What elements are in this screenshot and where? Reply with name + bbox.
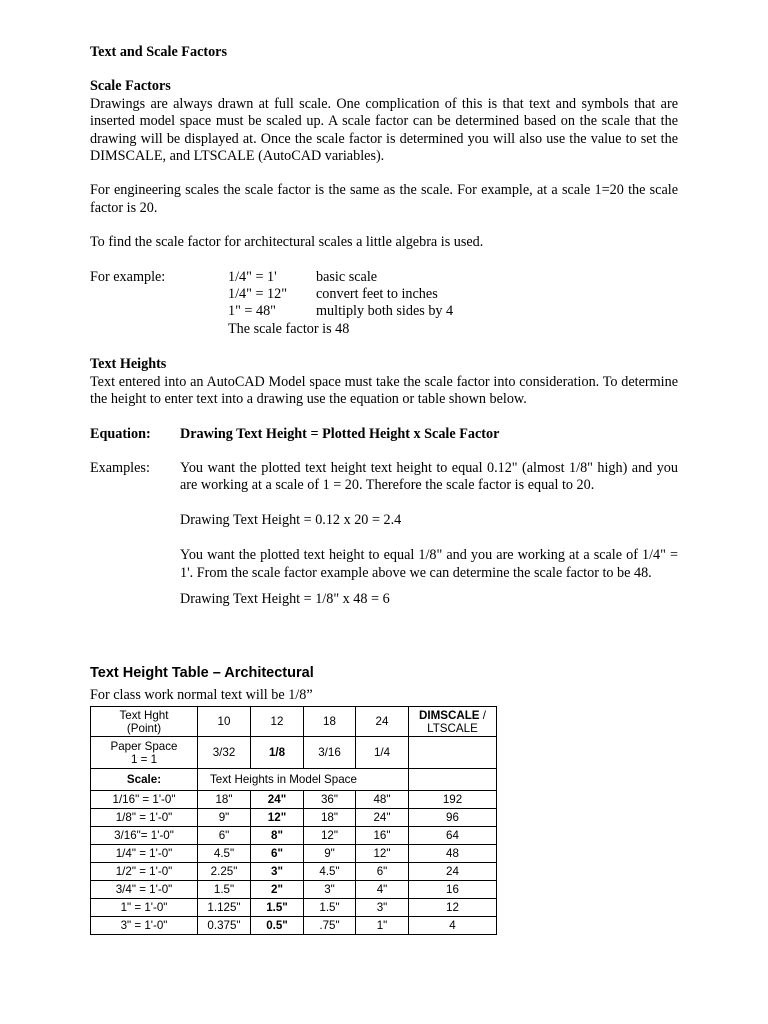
header-cell-dimscale: DIMSCALE / LTSCALE xyxy=(409,707,497,737)
model-height-cell: 2.25" xyxy=(198,863,251,881)
examples-row xyxy=(90,460,678,608)
text-height-table xyxy=(90,706,497,935)
paper-cell: 3/16 xyxy=(304,737,356,769)
model-height-cell: 6" xyxy=(251,845,304,863)
model-height-cell: 4.5" xyxy=(198,845,251,863)
model-height-cell: 48" xyxy=(356,791,409,809)
model-height-cell: 16" xyxy=(356,827,409,845)
model-height-cell: 4.5" xyxy=(304,863,356,881)
point-cell: 10 xyxy=(198,707,251,737)
dimscale-cell: 48 xyxy=(409,845,497,863)
dimscale-cell: 16 xyxy=(409,881,497,899)
equation-label: Equation: xyxy=(90,425,151,442)
scale-cell: 1/16" = 1'-0" xyxy=(91,791,198,809)
point-cell: 12 xyxy=(251,707,304,737)
example-eq: 1/4" = 1' xyxy=(228,268,277,285)
model-height-cell: 0.5" xyxy=(251,917,304,935)
example-eq: 1/4" = 12" xyxy=(228,286,287,303)
model-height-cell: 12" xyxy=(251,809,304,827)
example-1-text: You want the plotted text height text height to equal 0.12" (almost 1/8" high) and you are working at a scale of 1 = 20. Therefore the scale factor is equal to 20. xyxy=(180,459,678,494)
model-height-cell: 1.5" xyxy=(304,899,356,917)
scale-label-cell: Scale: xyxy=(91,769,198,791)
section-heading-text-heights: Text Heights xyxy=(90,356,167,373)
model-height-cell: 36" xyxy=(304,791,356,809)
model-height-cell: 4" xyxy=(356,881,409,899)
scale-cell: 3/4" = 1'-0" xyxy=(91,881,198,899)
model-height-cell: 18" xyxy=(304,809,356,827)
paper-cell: 1/8 xyxy=(251,737,304,769)
point-cell: 18 xyxy=(304,707,356,737)
dimscale-cell: 12 xyxy=(409,899,497,917)
model-height-cell: 9" xyxy=(198,809,251,827)
model-height-cell: 0.375" xyxy=(198,917,251,935)
equation-row xyxy=(90,426,678,443)
dimscale-cell: 192 xyxy=(409,791,497,809)
table-row xyxy=(91,737,497,769)
point-cell: 24 xyxy=(356,707,409,737)
table-row xyxy=(91,881,497,899)
scale-cell: 3/16"= 1'-0" xyxy=(91,827,198,845)
model-height-cell: 3" xyxy=(304,881,356,899)
model-height-cell: 12" xyxy=(356,845,409,863)
scale-cell: 3" = 1'-0" xyxy=(91,917,198,935)
dimscale-cell: 24 xyxy=(409,863,497,881)
scale-factors-paragraph-2: For engineering scales the scale factor is the same as the scale. For example, at a scale 1=20 the scale factor is 20. xyxy=(90,182,678,216)
table-row xyxy=(91,899,497,917)
example-1-calc: Drawing Text Height = 0.12 x 20 = 2.4 xyxy=(180,511,402,528)
paper-cell: 3/32 xyxy=(198,737,251,769)
scale-cell: 1/8" = 1'-0" xyxy=(91,809,198,827)
dimscale-cell: 96 xyxy=(409,809,497,827)
header-cell-point: Text Hght (Point) xyxy=(91,707,198,737)
model-height-cell: 3" xyxy=(356,899,409,917)
table-row xyxy=(91,827,497,845)
section-heading-scale-factors: Scale Factors xyxy=(90,78,171,95)
table-row xyxy=(91,809,497,827)
page-title: Text and Scale Factors xyxy=(90,44,228,60)
example-note: convert feet to inches xyxy=(316,286,438,303)
text-heights-paragraph: Text entered into an AutoCAD Model space must take the scale factor into consideration. To determine the height to enter text into a drawing use the equation or table shown below. xyxy=(90,373,678,408)
example-2-calc: Drawing Text Height = 1/8" x 48 = 6 xyxy=(180,590,390,607)
example-label: For example: xyxy=(90,268,166,285)
table-row xyxy=(91,707,497,737)
scale-cell: 1/2" = 1'-0" xyxy=(91,863,198,881)
model-height-cell: 1.125" xyxy=(198,899,251,917)
model-height-cell: 1.5" xyxy=(198,881,251,899)
example-note: multiply both sides by 4 xyxy=(316,303,454,320)
document-body xyxy=(90,44,678,608)
example-eq: 1" = 48" xyxy=(228,303,276,320)
example-2-text: You want the plotted text height to equal 1/8" and you are working at a scale of 1/4" = 1'. From the scale factor example above we can determine the scale factor to be 48. xyxy=(180,547,678,581)
table-row xyxy=(91,845,497,863)
table-subtitle: For class work normal text will be 1/8” xyxy=(90,687,313,704)
table-row xyxy=(91,791,497,809)
example-result: The scale factor is 48 xyxy=(228,320,350,337)
model-height-cell: 3" xyxy=(251,863,304,881)
model-height-cell: 6" xyxy=(356,863,409,881)
model-height-cell: 1.5" xyxy=(251,899,304,917)
table-row xyxy=(91,917,497,935)
model-height-cell: 12" xyxy=(304,827,356,845)
empty-cell xyxy=(409,737,497,769)
model-height-cell: 18" xyxy=(198,791,251,809)
equation-text: Drawing Text Height = Plotted Height x Scale Factor xyxy=(180,425,500,442)
model-height-cell: 1" xyxy=(356,917,409,935)
model-height-cell: 6" xyxy=(198,827,251,845)
examples-label: Examples: xyxy=(90,459,150,476)
table-title: Text Height Table – Architectural xyxy=(90,665,314,681)
model-height-cell: 8" xyxy=(251,827,304,845)
table-caption xyxy=(90,665,314,705)
scale-factors-paragraph-1: Drawings are always drawn at full scale. One complication of this is that text and symbols that are inserted model space must be scaled up. A scale factor can be determined based on the scale that the drawing will be displayed at. Once the scale factor is determined you will also use the value to set the DIMSCALE, and LTSCALE (AutoCAD variables). xyxy=(90,95,678,165)
architectural-example xyxy=(90,269,678,339)
model-height-cell: 24" xyxy=(251,791,304,809)
model-height-cell: .75" xyxy=(304,917,356,935)
dimscale-cell: 4 xyxy=(409,917,497,935)
scale-cell: 1" = 1'-0" xyxy=(91,899,198,917)
model-height-cell: 24" xyxy=(356,809,409,827)
model-height-cell: 9" xyxy=(304,845,356,863)
table-row xyxy=(91,863,497,881)
header-cell-paper: Paper Space 1 = 1 xyxy=(91,737,198,769)
example-note: basic scale xyxy=(316,268,378,285)
model-height-cell: 2" xyxy=(251,881,304,899)
model-space-label-cell: Text Heights in Model Space xyxy=(198,769,409,791)
table-row xyxy=(91,769,497,791)
dimscale-cell: 64 xyxy=(409,827,497,845)
scale-cell: 1/4" = 1'-0" xyxy=(91,845,198,863)
scale-factors-paragraph-3: To find the scale factor for architectural scales a little algebra is used. xyxy=(90,234,484,251)
paper-cell: 1/4 xyxy=(356,737,409,769)
empty-cell xyxy=(409,769,497,791)
